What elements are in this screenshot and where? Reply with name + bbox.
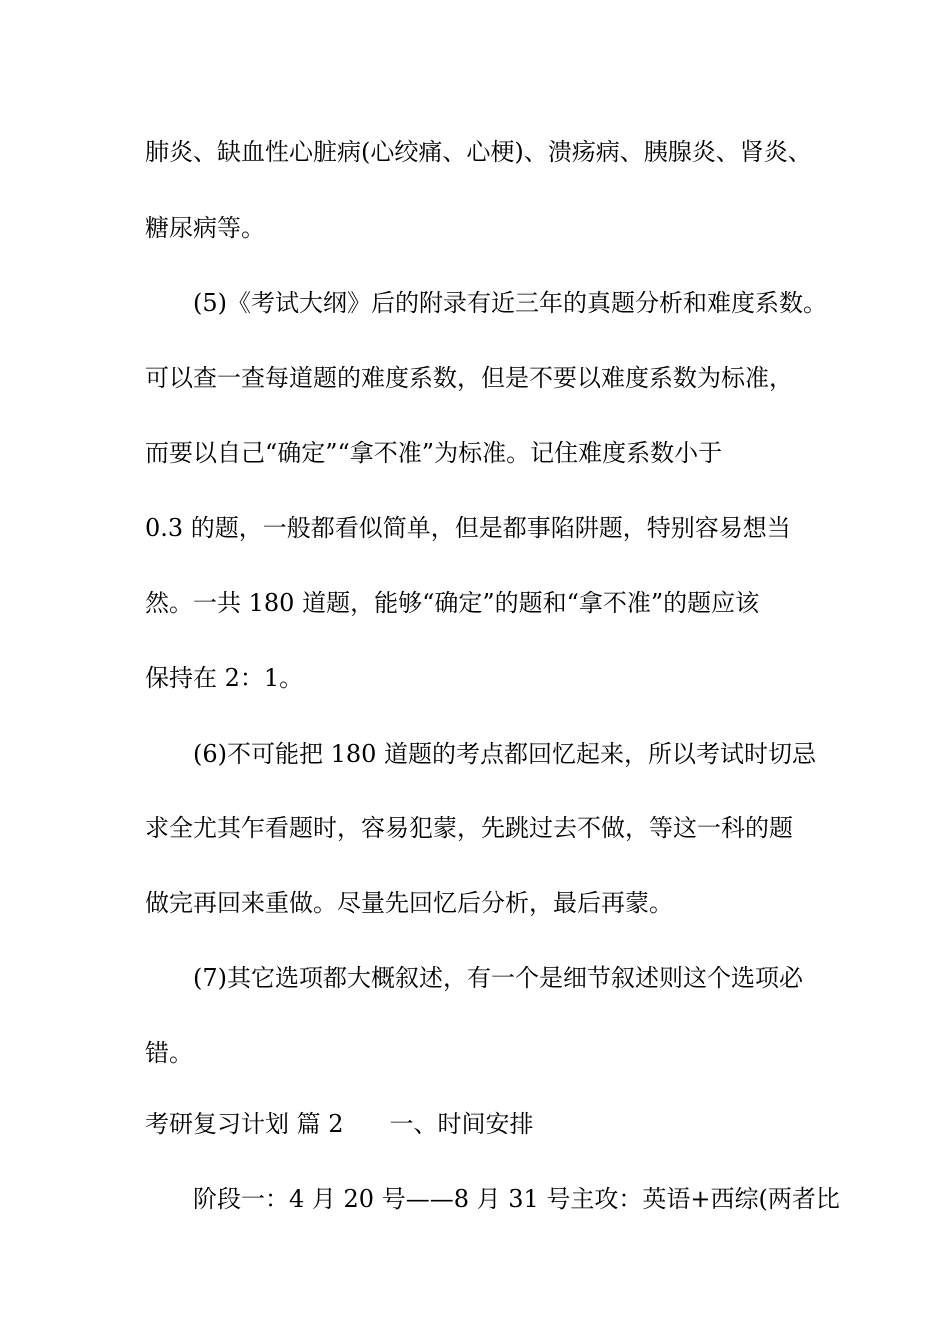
paragraph-line: (7)其它选项都大概叙述，有一个是细节叙述则这个选项必 xyxy=(193,964,803,992)
paragraph-line: 糖尿病等。 xyxy=(145,214,265,242)
paragraph-line: 可以查一查每道题的难度系数，但是不要以难度系数为标准， xyxy=(145,364,793,392)
paragraph-line: 错。 xyxy=(145,1039,193,1067)
paragraph-line: 阶段一：4 月 20 号——8 月 31 号主攻：英语+西综(两者比 xyxy=(193,1185,840,1213)
paragraph-line: 保持在 2：1。 xyxy=(145,664,304,692)
paragraph-line: 然。一共 180 道题，能够“确定”的题和“拿不准”的题应该 xyxy=(145,589,760,617)
section-subtitle: 一、时间安排 xyxy=(389,1110,534,1138)
paragraph-line: 做完再回来重做。尽量先回忆后分析，最后再蒙。 xyxy=(145,889,673,917)
section-title: 考研复习计划 篇 2 xyxy=(145,1110,344,1138)
paragraph-line: 肺炎、缺血性心脏病(心绞痛、心梗)、溃疡病、胰腺炎、肾炎、 xyxy=(145,138,812,166)
paragraph-line: (5)《考试大纲》后的附录有近三年的真题分析和难度系数。 xyxy=(193,289,827,317)
paragraph-line: 求全尤其乍看题时，容易犯蒙，先跳过去不做，等这一科的题 xyxy=(145,814,793,842)
paragraph-line: (6)不可能把 180 道题的考点都回忆起来，所以考试时切忌 xyxy=(193,740,817,768)
section-heading xyxy=(145,1108,534,1140)
paragraph-line: 0.3 的题，一般都看似简单，但是都事陷阱题，特别容易想当 xyxy=(145,514,791,542)
paragraph-line: 而要以自己“确定”“拿不准”为标准。记住难度系数小于 xyxy=(145,439,723,467)
